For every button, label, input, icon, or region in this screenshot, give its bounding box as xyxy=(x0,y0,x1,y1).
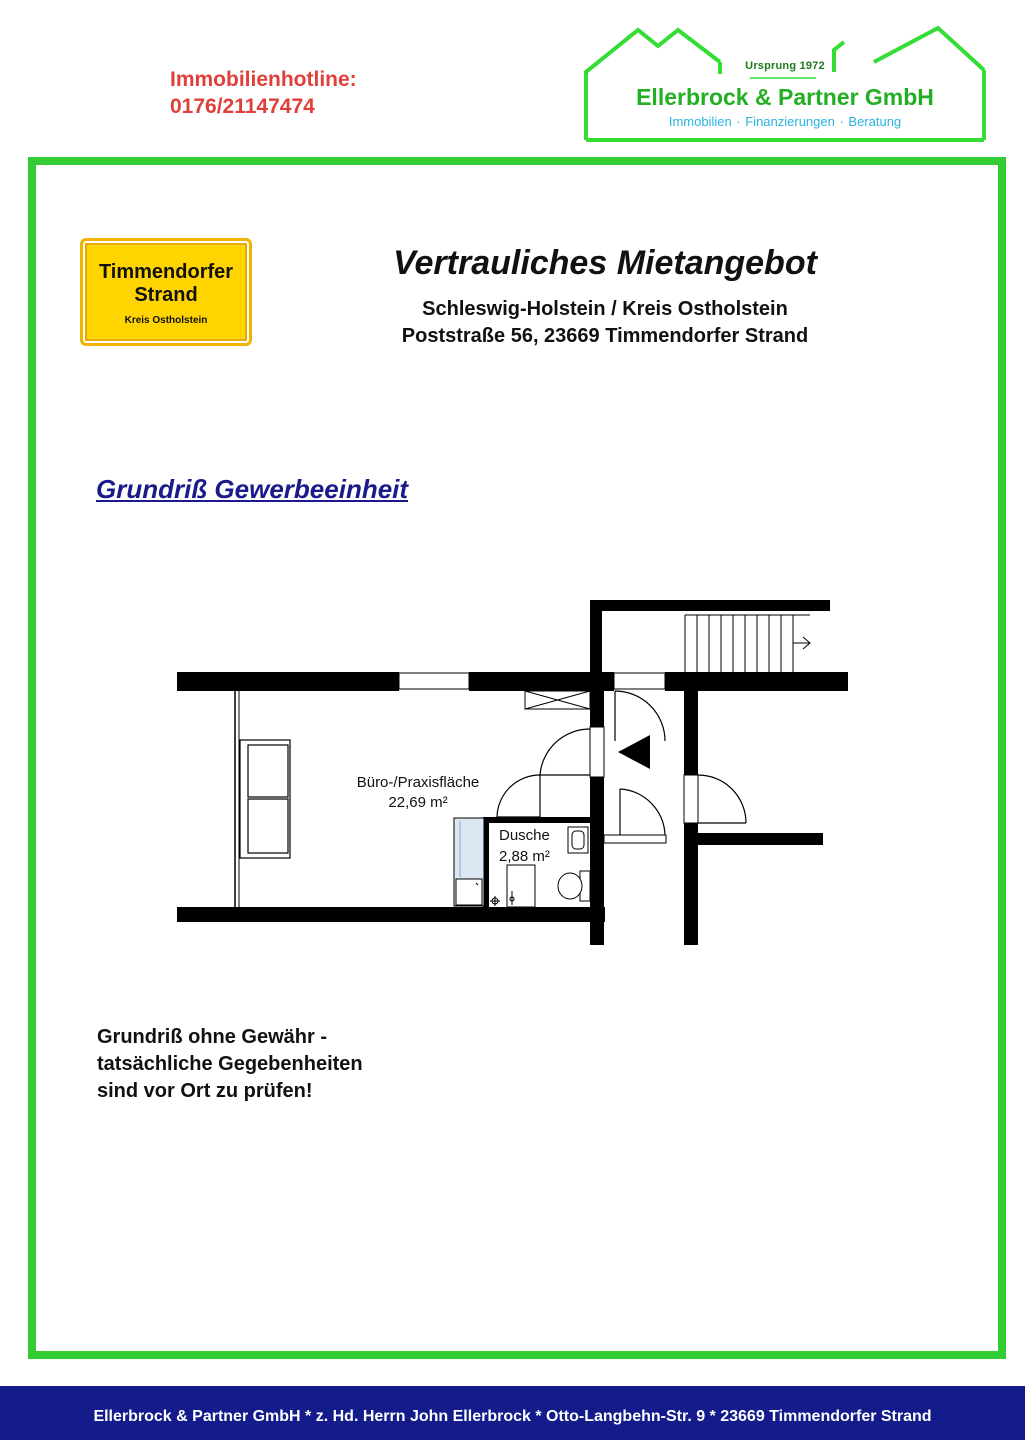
disclaimer-line-1: Grundriß ohne Gewähr - xyxy=(97,1026,328,1048)
town-sign-name: Timmendorfer Strand xyxy=(98,261,234,306)
plan-title: Grundriß Gewerbeeinheit xyxy=(96,474,409,504)
entrance-arrow-icon xyxy=(618,735,650,769)
floor-plan-drawing xyxy=(170,595,860,955)
logo-company-name: Ellerbrock & Partner GmbH xyxy=(636,84,934,110)
logo-since: Ursprung 1972 xyxy=(745,60,825,72)
floor-plan xyxy=(170,595,860,955)
disclaimer xyxy=(97,1024,363,1105)
hotline-label: Immobilienhotline: xyxy=(170,68,357,91)
disclaimer-line-2: tatsächliche Gegebenheiten xyxy=(97,1053,363,1075)
room-label-shower-area: 2,88 m² xyxy=(499,848,550,865)
hotline-number[interactable]: 0176/21147474 xyxy=(170,95,315,118)
disclaimer-line-3: sind vor Ort zu prüfen! xyxy=(97,1080,313,1102)
room-label-shower-name: Dusche xyxy=(499,827,550,844)
sofa-icon xyxy=(240,740,290,858)
room-label-main-area: 22,69 m² xyxy=(388,794,448,811)
town-sign xyxy=(80,238,252,346)
footer-bar xyxy=(0,1386,1025,1440)
company-logo xyxy=(580,22,990,146)
room-label-main-name: Büro-/Praxisfläche xyxy=(356,774,480,791)
sink-icon xyxy=(568,827,588,853)
town-sign-district: Kreis Ostholstein xyxy=(124,315,208,326)
hotline xyxy=(170,66,357,120)
toilet-icon xyxy=(558,871,590,901)
logo-services: Immobilien · Finanzierungen · Beratung xyxy=(668,114,902,129)
offer-title: Vertrauliches Mietangebot xyxy=(393,244,817,282)
staircase-icon xyxy=(590,600,830,678)
footer-address: Ellerbrock & Partner GmbH * z. Hd. Herrn John Ellerbrock * Otto-Langbehn-Str. 9 * 23669 Timmendorfer Strand xyxy=(93,1408,932,1425)
offer-region: Schleswig-Holstein / Kreis Ostholstein xyxy=(422,298,788,320)
offer-address: Poststraße 56, 23669 Timmendorfer Strand xyxy=(401,325,809,347)
shower-icon xyxy=(454,818,484,906)
